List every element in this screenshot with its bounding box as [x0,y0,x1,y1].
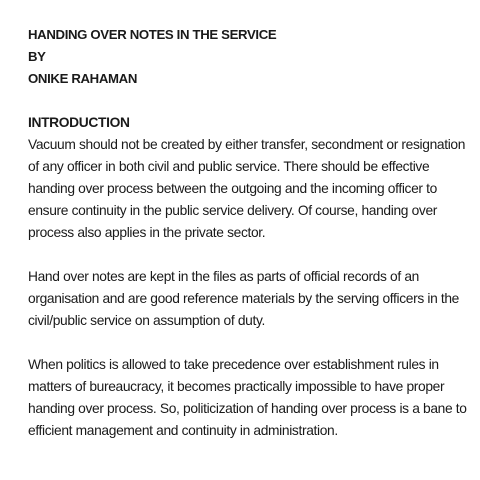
paragraph-line: When politics is allowed to take precedence over establishment rules in [28,357,439,372]
section-heading: INTRODUCTION [28,115,130,130]
spacer [28,244,468,266]
paragraph-line: handing over process. So, politicization of handing over process is a bane to [28,401,467,416]
paragraph-line: civil/public service on assumption of duty. [28,313,265,328]
paragraph-1 [28,134,468,244]
paragraph-line: matters of bureaucracy, it becomes practically impossible to have proper [28,379,445,394]
paragraph-line: handing over process between the outgoing and the incoming officer to [28,181,437,196]
paragraph-line: Hand over notes are kept in the files as parts of official records of an [28,269,419,284]
paragraph-line: organisation and are good reference materials by the serving officers in the [28,291,460,306]
author-name: ONIKE RAHAMAN [28,71,138,86]
document-page [28,24,468,442]
paragraph-3 [28,354,468,442]
paragraph-line: efficient management and continuity in administration. [28,423,338,438]
paragraph-line: ensure continuity in the public service delivery. Of course, handing over [28,203,438,218]
paragraph-line: process also applies in the private sector. [28,225,266,240]
paragraph-2 [28,266,468,332]
paragraph-line: Vacuum should not be created by either transfer, secondment or resignation [28,137,466,152]
byline-label: BY [28,49,46,64]
spacer [28,332,468,354]
spacer [28,90,468,112]
paragraph-line: of any officer in both civil and public service. There should be effective [28,159,430,174]
document-title: HANDING OVER NOTES IN THE SERVICE [28,27,277,42]
